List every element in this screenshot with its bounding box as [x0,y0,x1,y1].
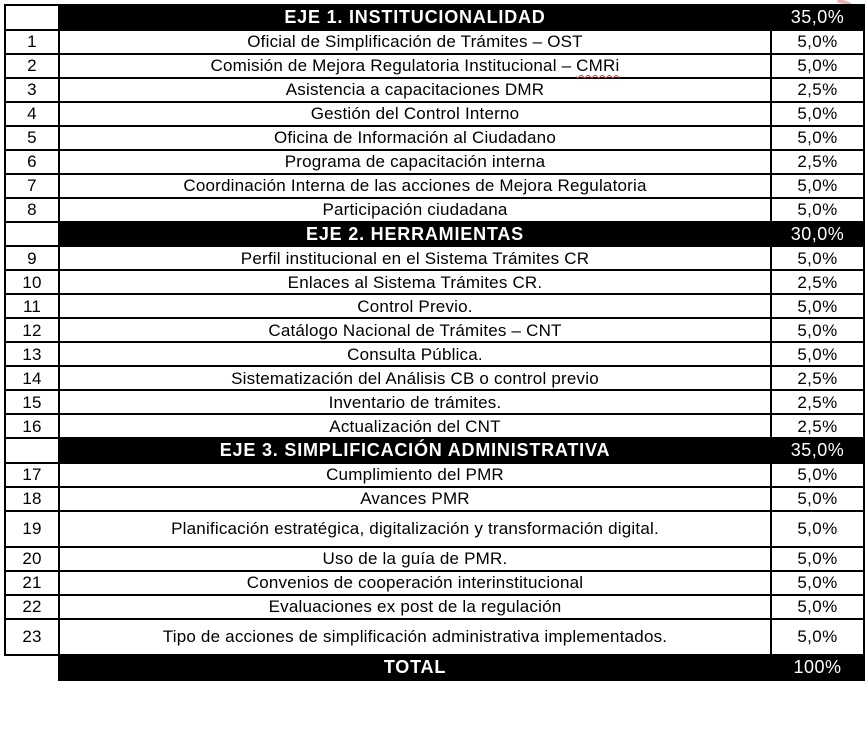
row-weight: 5,0% [771,126,864,150]
row-number: 13 [5,342,59,366]
row-description: Consulta Pública. [59,342,771,366]
row-weight: 5,0% [771,318,864,342]
row-weight: 5,0% [771,102,864,126]
table-row [5,511,864,547]
row-description: Convenios de cooperación interinstitucional [59,571,771,595]
row-number: 17 [5,463,59,487]
row-weight: 5,0% [771,487,864,511]
section-header-empty-cell [5,438,59,463]
row-number: 19 [5,511,59,547]
section-header-row [5,438,864,463]
row-weight: 5,0% [771,595,864,619]
row-description: Oficina de Información al Ciudadano [59,126,771,150]
row-number: 3 [5,78,59,102]
row-number: 14 [5,366,59,390]
row-number: 15 [5,390,59,414]
row-description: Evaluaciones ex post de la regulación [59,595,771,619]
row-weight: 2,5% [771,150,864,174]
table-row [5,102,864,126]
table-row [5,487,864,511]
table-row [5,595,864,619]
row-number: 16 [5,414,59,438]
row-description: Planificación estratégica, digitalización y transformación digital. [59,511,771,547]
row-weight: 2,5% [771,270,864,294]
row-description: Programa de capacitación interna [59,150,771,174]
row-number: 21 [5,571,59,595]
row-weight: 2,5% [771,78,864,102]
row-weight: 5,0% [771,198,864,222]
row-number: 20 [5,547,59,571]
table-row [5,414,864,438]
section-header-empty-cell [5,5,59,30]
row-number: 11 [5,294,59,318]
row-number: 8 [5,198,59,222]
row-description: Coordinación Interna de las acciones de Mejora Regulatoria [59,174,771,198]
table-body [5,5,864,680]
section-header-title: EJE 2. HERRAMIENTAS [59,222,771,247]
total-empty-cell [5,655,59,680]
row-weight: 5,0% [771,463,864,487]
section-header-title: EJE 3. SIMPLIFICACIÓN ADMINISTRATIVA [59,438,771,463]
table-row [5,390,864,414]
table-row [5,174,864,198]
row-description: Control Previo. [59,294,771,318]
table-row [5,246,864,270]
row-number: 12 [5,318,59,342]
row-description: Participación ciudadana [59,198,771,222]
row-weight: 5,0% [771,30,864,54]
table-row [5,619,864,655]
table-row [5,198,864,222]
row-weight: 2,5% [771,366,864,390]
row-weight: 2,5% [771,390,864,414]
table-row [5,342,864,366]
total-row [5,655,864,680]
row-number: 7 [5,174,59,198]
row-number: 18 [5,487,59,511]
evaluation-sheet [4,4,865,681]
row-weight: 5,0% [771,54,864,78]
misspelled-word-squiggle: CMRi [576,55,620,75]
row-number: 5 [5,126,59,150]
table-row [5,150,864,174]
row-weight: 5,0% [771,342,864,366]
row-description: Cumplimiento del PMR [59,463,771,487]
row-number: 10 [5,270,59,294]
section-header-row [5,222,864,247]
table-row [5,126,864,150]
table-row [5,571,864,595]
row-weight: 5,0% [771,511,864,547]
section-header-title: EJE 1. INSTITUCIONALIDAD [59,5,771,30]
regulatory-evaluation-table [4,4,865,681]
row-description: Tipo de acciones de simplificación administrativa implementados. [59,619,771,655]
row-number: 2 [5,54,59,78]
row-description: Avances PMR [59,487,771,511]
table-row [5,30,864,54]
row-number: 4 [5,102,59,126]
section-header-empty-cell [5,222,59,247]
section-header-weight: 35,0% [771,438,864,463]
row-number: 22 [5,595,59,619]
row-description: Actualización del CNT [59,414,771,438]
row-description: Uso de la guía de PMR. [59,547,771,571]
table-row [5,78,864,102]
row-weight: 5,0% [771,547,864,571]
row-description [59,54,771,78]
row-weight: 2,5% [771,414,864,438]
section-header-weight: 35,0% [771,5,864,30]
table-row [5,318,864,342]
row-weight: 5,0% [771,294,864,318]
section-header-weight: 30,0% [771,222,864,247]
row-number: 23 [5,619,59,655]
section-header-row [5,5,864,30]
table-row [5,270,864,294]
row-description: Sistematización del Análisis CB o control previo [59,366,771,390]
row-description: Inventario de trámites. [59,390,771,414]
row-weight: 5,0% [771,571,864,595]
row-description: Gestión del Control Interno [59,102,771,126]
row-description: Enlaces al Sistema Trámites CR. [59,270,771,294]
table-row [5,294,864,318]
table-row [5,463,864,487]
row-weight: 5,0% [771,174,864,198]
total-label: TOTAL [59,655,771,680]
table-row [5,547,864,571]
row-weight: 5,0% [771,246,864,270]
row-description: Asistencia a capacitaciones DMR [59,78,771,102]
total-weight: 100% [771,655,864,680]
row-description: Oficial de Simplificación de Trámites – OST [59,30,771,54]
row-number: 6 [5,150,59,174]
row-number: 1 [5,30,59,54]
row-description: Perfil institucional en el Sistema Trámites CR [59,246,771,270]
table-row [5,366,864,390]
row-description: Catálogo Nacional de Trámites – CNT [59,318,771,342]
row-number: 9 [5,246,59,270]
table-row [5,54,864,78]
row-weight: 5,0% [771,619,864,655]
row-description-text: Comisión de Mejora Regulatoria Institucional – [210,55,577,75]
